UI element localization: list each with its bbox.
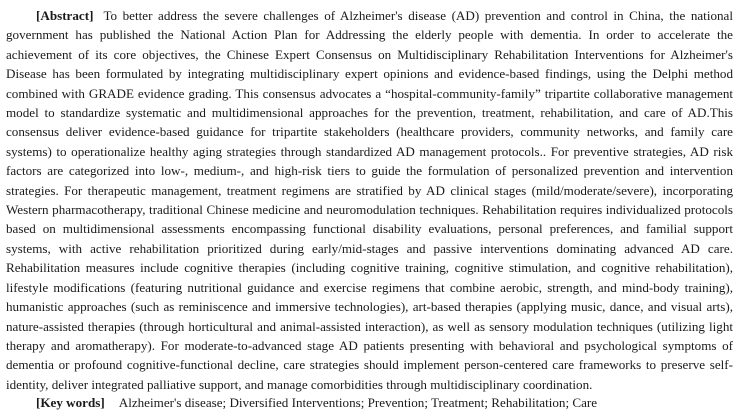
keywords-text: Alzheimer's disease; Diversified Interventions; Prevention; Treatment; Rehabilitation; Care [118,395,598,410]
abstract-heading: [Abstract] [36,8,94,23]
keywords-heading: [Key words] [36,395,105,410]
abstract-paragraph [6,6,733,394]
abstract-text: To better address the severe challenges of Alzheimer's disease (AD) prevention and control in China, the national government has published the National Action Plan for Addressing the elderly people with dementia. In order to accelerate the achievement of its core objectives, the Chinese Expert Consensus on Multidisciplinary Rehabilitation Interventions for Alzheimer's Disease has been formulated by integrating multidisciplinary expert opinions and evidence-based findings, using the Delphi method combined with GRADE evidence grading. This consensus advocates a “hospital-community-family” tripartite collaborative management model to standardize systematic and multidimensional approaches for the prevention, treatment, rehabilitation, and care of AD.This consensus deliver evidence-based guidance for tripartite stakeholders (healthcare providers, community networks, and family care systems) to operationalize healthy aging strategies through standardized AD management protocols.. For preventive strategies, AD risk factors are categorized into low-, medium-, and high-risk tiers to guide the formulation of personalized prevention and intervention strategies. For therapeutic management, treatment regimens are stratified by AD clinical stages (mild/moderate/severe), incorporating Western pharmacotherapy, traditional Chinese medicine and neuromodulation techniques. Rehabilitation requires individualized protocols based on multidimensional assessments encompassing functional disability evaluations, personal preferences, and familial support systems, with active rehabilitation prioritized during early/mid-stages and passive interventions dominating advanced AD care. Rehabilitation measures include cognitive therapies (including cognitive training, cognitive stimulation, and cognitive rehabilitation), lifestyle modifications (featuring nutritional guidance and exercise regimens that combine aerobic, strength, and mind-body training), humanistic approaches (such as reminiscence and immersive technologies), art-based therapies (applying music, dance, and visual arts), nature-assisted therapies (through horticultural and animal-assisted interaction), as well as sensory modulation techniques (utilizing light therapy and aromatherapy). For moderate-to-advanced stage AD patients presenting with behavioral and psychological symptoms of dementia or profound cognitive-functional decline, care strategies should implement person-centered care frameworks to preserve self-identity, deliver integrated palliative support, and manage comorbidities through multidisciplinary coordination. [6,8,733,392]
keywords-paragraph [6,393,733,412]
